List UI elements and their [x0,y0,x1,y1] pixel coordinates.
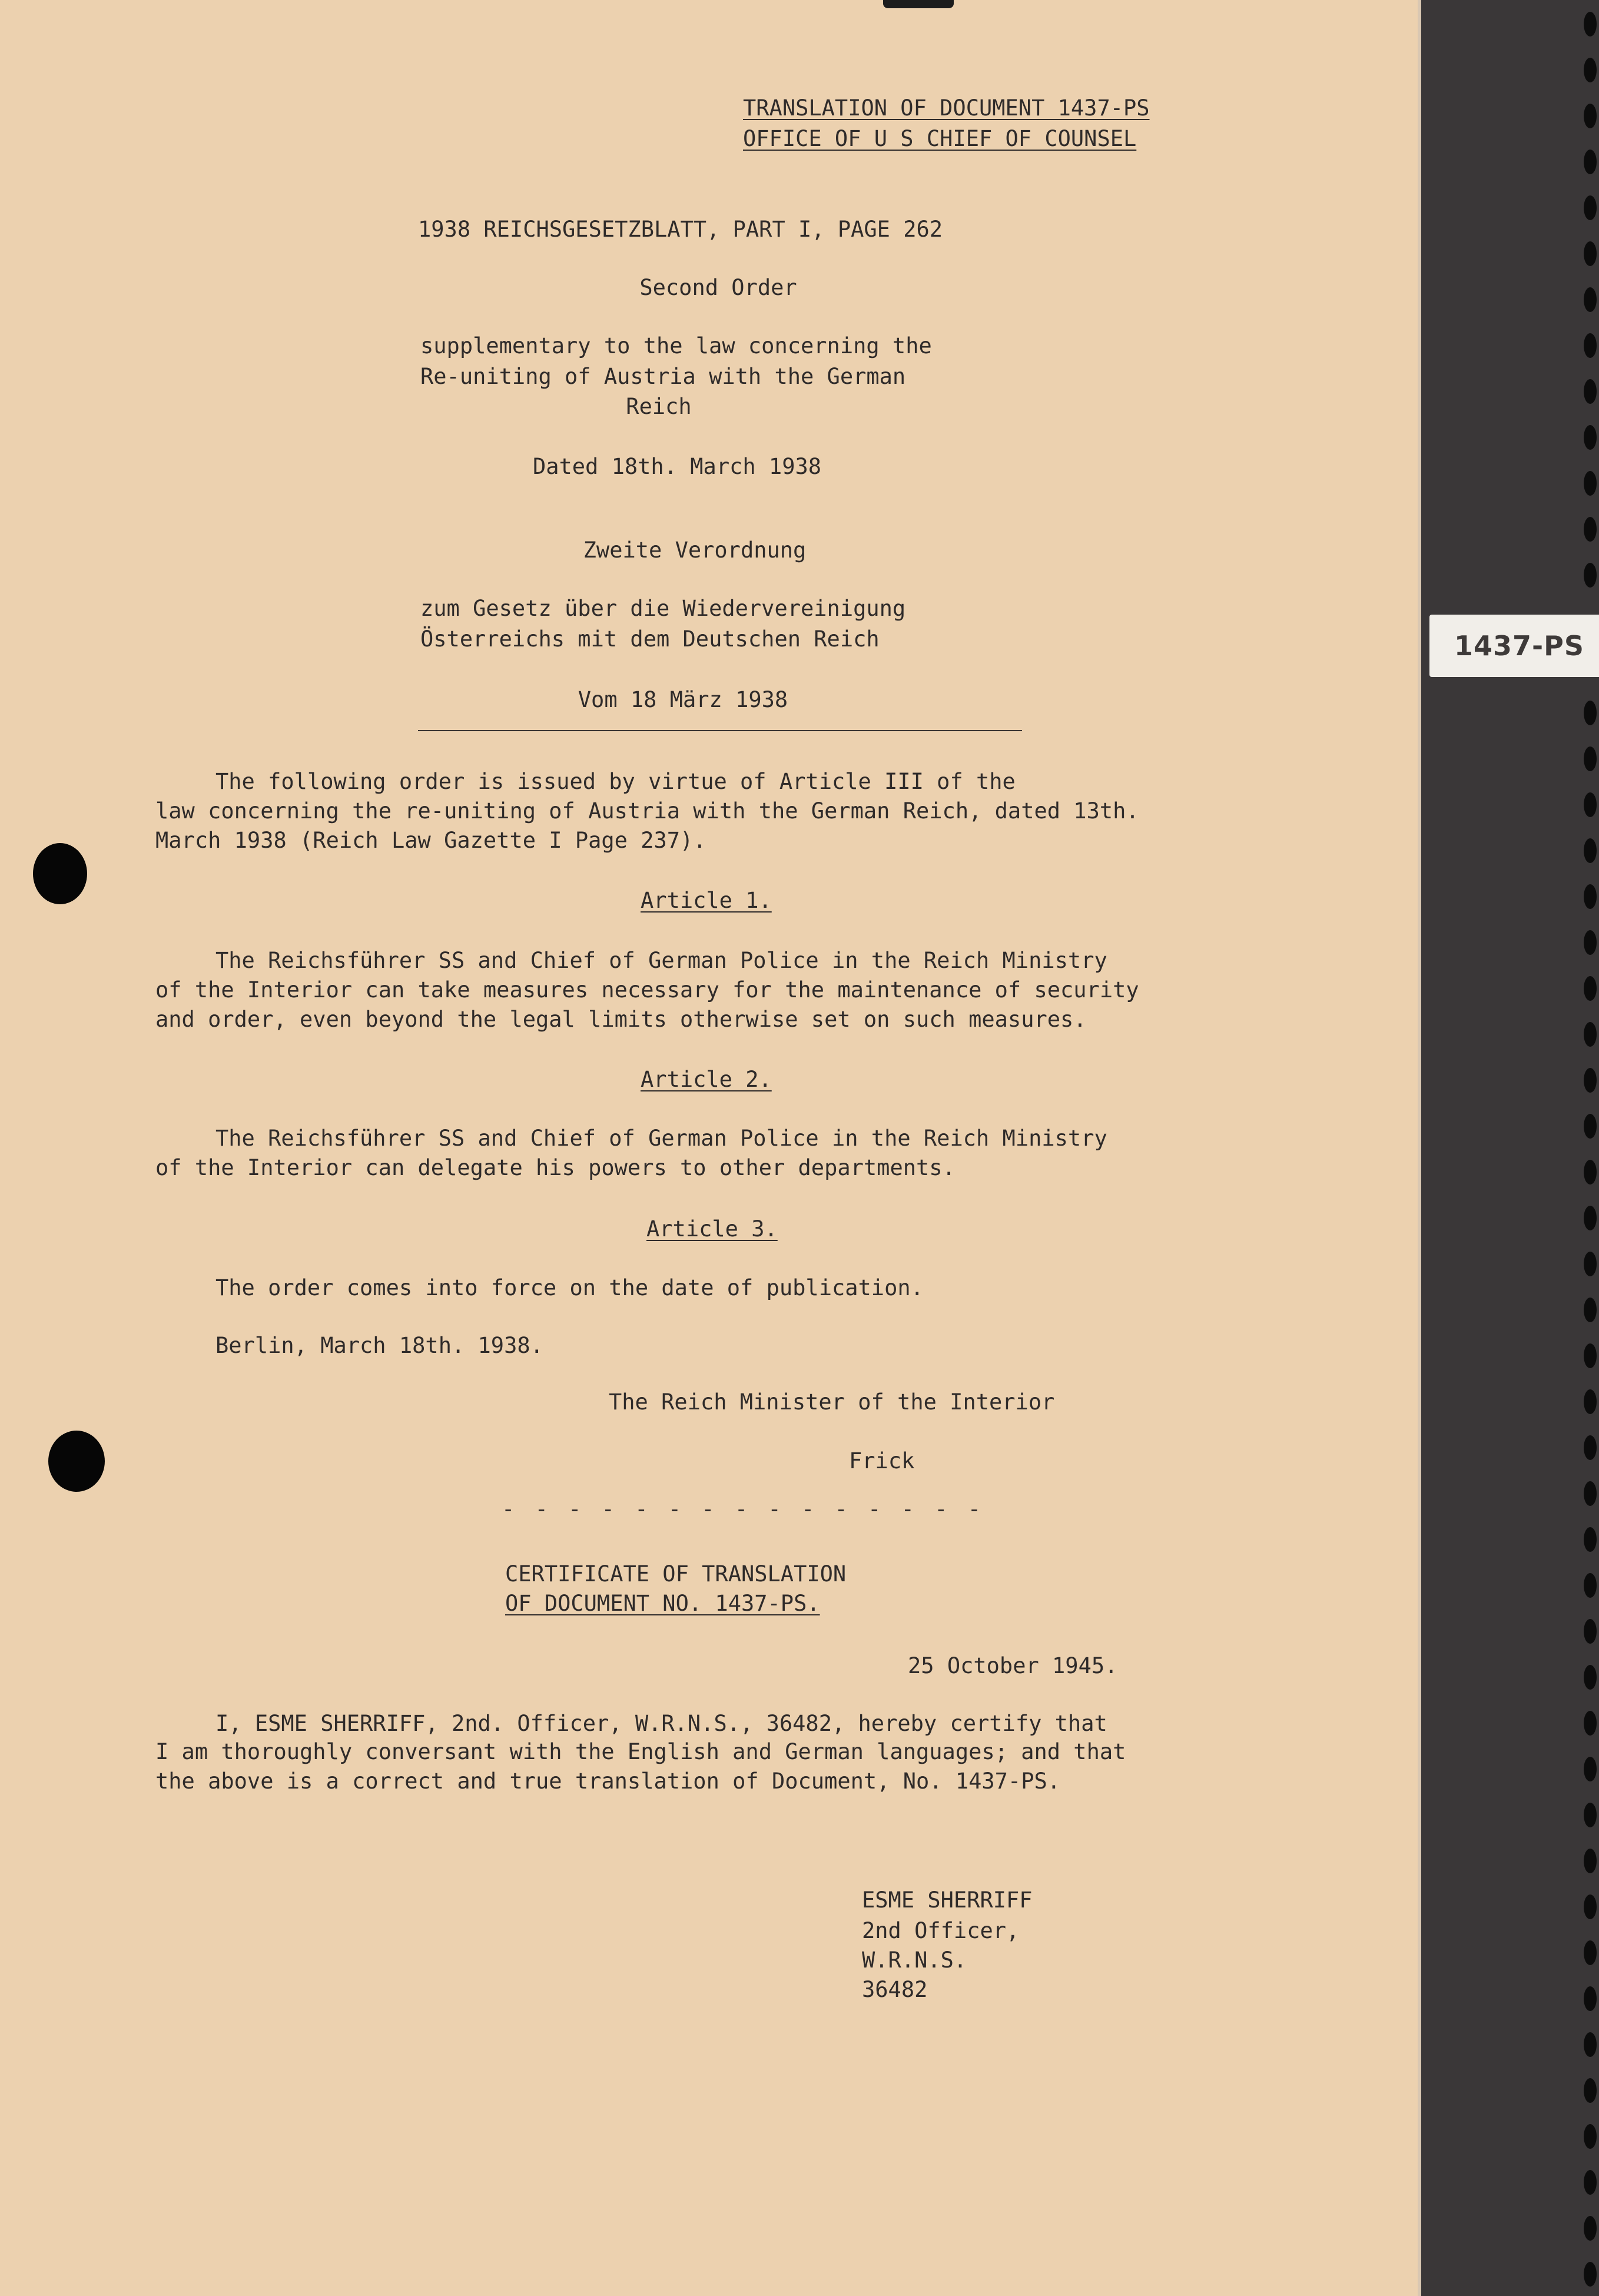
order-subtitle-en-2: Re-uniting of Austria with the German [420,364,906,389]
binder-hole [1584,1665,1597,1690]
binder-hole [1584,746,1597,771]
binder-hole [1584,1711,1597,1736]
binder-hole [1584,2216,1597,2241]
article-1-line-1: The Reichsführer SS and Chief of German Police in the Reich Ministry [215,948,1107,973]
binder-hole [1584,2170,1597,2195]
binder-hole [1584,1619,1597,1644]
order-title-en: Second Order [639,275,797,300]
binder-hole [1584,150,1597,174]
binder-hole [1584,1343,1597,1368]
preamble-line-2: law concerning the re-uniting of Austria with the German Reich, dated 13th. [155,798,1139,824]
binder-hole [1584,1940,1597,1965]
punch-hole-top [33,843,87,904]
binder-hole [1584,701,1597,725]
binder-hole [1584,1022,1597,1047]
translator-signature-name: ESME SHERRIFF [862,1887,1033,1913]
binder-hole [1584,2262,1597,2287]
article-2-line-2: of the Interior can delegate his powers to other departments. [155,1155,956,1180]
binder-hole [1584,1435,1597,1460]
binder-hole [1584,2032,1597,2057]
binder-hole [1584,563,1597,588]
binder-hole [1584,1986,1597,2011]
order-subtitle-de-2: Österreichs mit dem Deutschen Reich [420,626,880,652]
section-separator: - - - - - - - - - - - - - - - [502,1497,985,1522]
exhibit-tab: 1437-PS [1429,615,1599,677]
binder-hole [1584,425,1597,450]
certificate-date: 25 October 1945. [908,1653,1118,1678]
binder-hole [1584,517,1597,542]
binder-hole [1584,195,1597,220]
binder-hole [1584,1389,1597,1414]
binder-hole [1584,241,1597,266]
article-1-line-3: and order, even beyond the legal limits otherwise set on such measures. [155,1007,1087,1032]
binder-hole [1584,58,1597,82]
translator-signature-service: W.R.N.S. [862,1947,967,1973]
binder-hole [1584,930,1597,955]
header-line-2: OFFICE OF U S CHIEF OF COUNSEL [743,126,1137,151]
certificate-heading-1: CERTIFICATE OF TRANSLATION [505,1561,847,1587]
title-divider [418,730,1022,731]
signatory-name: Frick [849,1448,915,1474]
binder-hole [1584,838,1597,863]
article-3-heading: Article 3. [646,1216,778,1242]
article-1-heading: Article 1. [641,888,772,913]
order-subtitle-de-1: zum Gesetz über die Wiedervereinigung [420,596,906,621]
preamble-line-3: March 1938 (Reich Law Gazette I Page 237). [155,828,706,853]
binder-hole [1584,1068,1597,1093]
punch-hole-bottom [48,1431,105,1492]
certificate-body-1: I, ESME SHERRIFF, 2nd. Officer, W.R.N.S., 36482, hereby certify that [215,1711,1107,1736]
binder-hole [1584,1894,1597,1919]
order-date-de: Vom 18 März 1938 [578,687,788,712]
binder-hole [1584,1114,1597,1139]
article-1-line-2: of the Interior can take measures necessary for the maintenance of security [155,977,1139,1003]
binder-hole [1584,2078,1597,2103]
order-date-en: Dated 18th. March 1938 [532,454,822,479]
binder-hole [1584,287,1597,312]
paper-clip [883,0,954,8]
translator-signature-rank: 2nd Officer, [862,1918,1020,1943]
article-3-line-1: The order comes into force on the date of publication. [215,1275,924,1300]
binder-hole [1584,1573,1597,1598]
order-subtitle-en-1: supplementary to the law concerning the [420,333,932,359]
binder-hole [1584,792,1597,817]
binder-hole [1584,1527,1597,1552]
article-2-line-1: The Reichsführer SS and Chief of German Police in the Reich Ministry [215,1126,1107,1151]
binder-hole [1584,1849,1597,1873]
binder-hole [1584,1298,1597,1322]
certificate-heading-2: OF DOCUMENT NO. 1437-PS. [505,1591,820,1616]
binder-hole [1584,1757,1597,1781]
place-and-date: Berlin, March 18th. 1938. [215,1333,543,1358]
article-2-heading: Article 2. [641,1067,772,1092]
binder-hole [1584,12,1597,37]
binder-hole [1584,379,1597,404]
binder-hole [1584,2124,1597,2149]
certificate-body-3: the above is a correct and true translation of Document, No. 1437-PS. [155,1769,1061,1794]
binder-hole [1584,884,1597,909]
signatory-title: The Reich Minister of the Interior [609,1389,1055,1415]
certificate-body-2: I am thoroughly conversant with the English and German languages; and that [155,1739,1126,1764]
binder-spine [1418,0,1599,2296]
translator-signature-number: 36482 [862,1977,928,2002]
binder-hole [1584,471,1597,496]
binder-hole [1584,1803,1597,1827]
preamble-line-1: The following order is issued by virtue of Article III of the [215,769,1016,794]
header-line-1: TRANSLATION OF DOCUMENT 1437-PS [743,95,1150,121]
binder-hole [1584,1481,1597,1506]
page-edge [1418,0,1421,2296]
binder-hole [1584,1160,1597,1185]
binder-hole [1584,1206,1597,1230]
binder-hole [1584,976,1597,1001]
order-title-de: Zweite Verordnung [583,537,807,563]
binder-hole [1584,104,1597,128]
order-subtitle-en-3: Reich [626,394,692,419]
source-citation: 1938 REICHSGESETZBLATT, PART I, PAGE 262 [418,217,943,242]
binder-hole [1584,1252,1597,1276]
binder-hole [1584,333,1597,358]
